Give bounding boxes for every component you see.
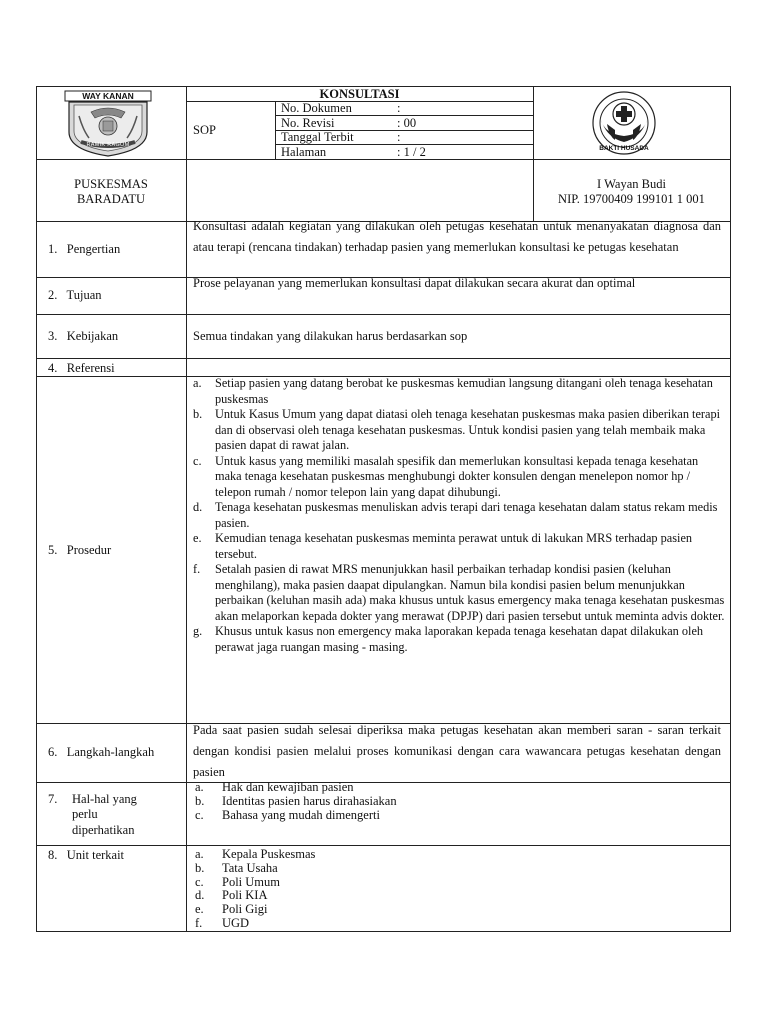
list-item — [193, 903, 315, 917]
list-text: Hak dan kewajiban pasien — [222, 780, 354, 794]
logo-motto: RAMIK RAGOM — [86, 142, 130, 148]
list-text: Poli KIA — [222, 888, 268, 903]
list-marker: c. — [195, 874, 204, 889]
row-label-prosedur: 5. Prosedur — [48, 543, 112, 557]
list-item — [193, 531, 725, 562]
signer-nip: NIP. 19700409 199101 1 001 — [558, 192, 705, 206]
list-item — [193, 407, 725, 454]
list-text: Kemudian tenaga kesehatan puskesmas meminta perawat untuk di lakukan MRS terhadap pasien tersebut. — [215, 531, 693, 561]
prosedur-list — [193, 376, 725, 655]
doc-field-label: No. Dokumen — [281, 101, 352, 115]
list-marker: d. — [195, 888, 205, 903]
list-marker: f. — [195, 915, 203, 930]
bakti-husada-text: BAKTI HUSADA — [599, 145, 649, 152]
row-label-hal-hal-line2: perlu — [72, 807, 98, 821]
org-name-line2: BARADATU — [76, 192, 146, 206]
doc-field-value: : 00 — [397, 116, 417, 130]
list-item — [193, 862, 315, 876]
list-item — [193, 454, 725, 501]
list-text: UGD — [222, 915, 250, 930]
list-marker: a. — [195, 780, 204, 794]
list-text: Setiap pasien yang datang berobat ke puskesmas kemudian langsung ditangani oleh tenaga kesehatan puskesmas — [215, 376, 713, 406]
row-text-kebijakan: Semua tindakan yang dilakukan harus berdasarkan sop — [193, 329, 468, 343]
list-item — [193, 876, 315, 890]
signer-name: I Wayan Budi — [597, 177, 666, 191]
doc-field-value: : 1 / 2 — [397, 145, 426, 159]
row-label-hal-hal-line3: diperhatikan — [72, 823, 135, 837]
list-marker: b. — [193, 407, 203, 421]
doc-field-label: Halaman — [281, 145, 327, 159]
list-item — [193, 809, 397, 823]
org-name-line1: PUSKESMAS — [74, 177, 148, 191]
list-item — [193, 562, 725, 624]
list-text: Poli Gigi — [222, 902, 268, 917]
list-text: Bahasa yang mudah dimengerti — [222, 807, 380, 822]
document-title: KONSULTASI — [319, 87, 400, 101]
doc-field-value: : — [397, 101, 401, 115]
list-item — [193, 889, 315, 903]
row-label-hal-hal-line1: Hal-hal yang — [72, 792, 137, 806]
row-label-unit-terkait: 8. Unit terkait — [48, 848, 125, 862]
list-item — [193, 795, 397, 809]
list-marker: c. — [193, 453, 202, 468]
list-marker: e. — [195, 902, 204, 917]
sop-label: SOP — [193, 123, 216, 137]
list-text: Untuk kasus yang memiliki masalah spesifik dan memerlukan konsultasi kepada tenaga kesehatan maka tenaga kesehatan puskesmas menghubungi dokter konsulen dengan menelepon nomor hp / telepon rumah / nomor telepon lain yang dapat dihubungi. — [215, 453, 699, 499]
row-number-hal-hal: 7. — [48, 792, 58, 806]
list-marker: g. — [193, 624, 203, 638]
row-text-langkah: Pada saat pasien sudah selesai diperiksa maka petugas kesehatan akan memberi saran - saran terkait dengan kondisi pasien melalui proses komunikasi dengan cara wawancara petugas kesehatan dengan pasien — [193, 723, 721, 779]
hal-hal-list — [193, 781, 397, 822]
list-marker: a. — [193, 376, 202, 390]
row-text-pengertian: Konsultasi adalah kegiatan yang dilakukan oleh petugas kesehatan untuk menanyakatan diagnosa dan atau terapi (rencana tindakan) terhadap pasien yang memerlukan konsultasi ke petugas kesehatan — [193, 219, 721, 254]
list-item — [193, 500, 725, 531]
list-text: Poli Umum — [222, 874, 280, 889]
row-label-referensi: 4. Referensi — [48, 361, 115, 375]
doc-field-value: : — [397, 130, 401, 144]
logo-title: WAY KANAN — [82, 91, 134, 101]
list-text: Identitas pasien harus dirahasiakan — [222, 793, 397, 808]
row-label-tujuan: 2. Tujuan — [48, 288, 102, 302]
list-text: Kepala Puskesmas — [222, 847, 316, 861]
list-marker: b. — [195, 793, 205, 808]
list-marker: d. — [193, 500, 203, 514]
list-marker: c. — [195, 807, 204, 822]
list-marker: a. — [195, 847, 204, 861]
row-text-tujuan: Prose pelayanan yang memerlukan konsultasi dapat dilakukan secara akurat dan optimal — [193, 276, 636, 290]
list-text: Khusus untuk kasus non emergency maka laporakan kepada tenaga kesehatan dapat dilakukan oleh perawat jaga ruangan masing - masing. — [215, 624, 704, 654]
list-item — [193, 917, 315, 931]
unit-terkait-list — [193, 848, 315, 931]
doc-field-label: Tanggal Terbit — [281, 130, 354, 144]
way-kanan-logo — [63, 90, 153, 158]
row-label-langkah: 6. Langkah-langkah — [48, 745, 155, 759]
list-item — [193, 781, 397, 795]
doc-field-label: No. Revisi — [281, 116, 335, 130]
row-label-pengertian: 1. Pengertian — [48, 242, 121, 256]
bakti-husada-logo — [585, 90, 663, 158]
list-item — [193, 376, 725, 407]
list-item — [193, 624, 725, 655]
list-text: Tenaga kesehatan puskesmas menuliskan advis terapi dari tenaga kesehatan dalam status rekam medis pasien. — [215, 500, 718, 530]
list-marker: f. — [193, 562, 201, 576]
list-item — [193, 848, 315, 862]
list-marker: e. — [193, 531, 202, 545]
list-text: Untuk Kasus Umum yang dapat diatasi oleh tenaga kesehatan puskesmas maka pasien diberikan terapi dan di observasi oleh tenaga kesehatan puskesmas. Untuk kondisi pasien yang telah membaik maka pasien dapat di rawat jalan. — [215, 407, 721, 452]
list-text: Tata Usaha — [222, 860, 278, 875]
list-marker: b. — [195, 860, 205, 875]
list-text: Setalah pasien di rawat MRS menunjukkan hasil perbaikan terhadap kondisi pasien (keluhan menghilang), maka pasien daapat dipulangkan. Namun bila kondisi pasien belum menunjukkan perbaikan (keluhan masih ada) maka khusus untuk kasus emergency maka tenaga kesehatan puskesmas akan melaporkan kepada dokter yang merawat (DPJP) dari pasien tersebut untuk meminta advis dokter. — [215, 562, 725, 623]
row-label-kebijakan: 3. Kebijakan — [48, 329, 119, 343]
